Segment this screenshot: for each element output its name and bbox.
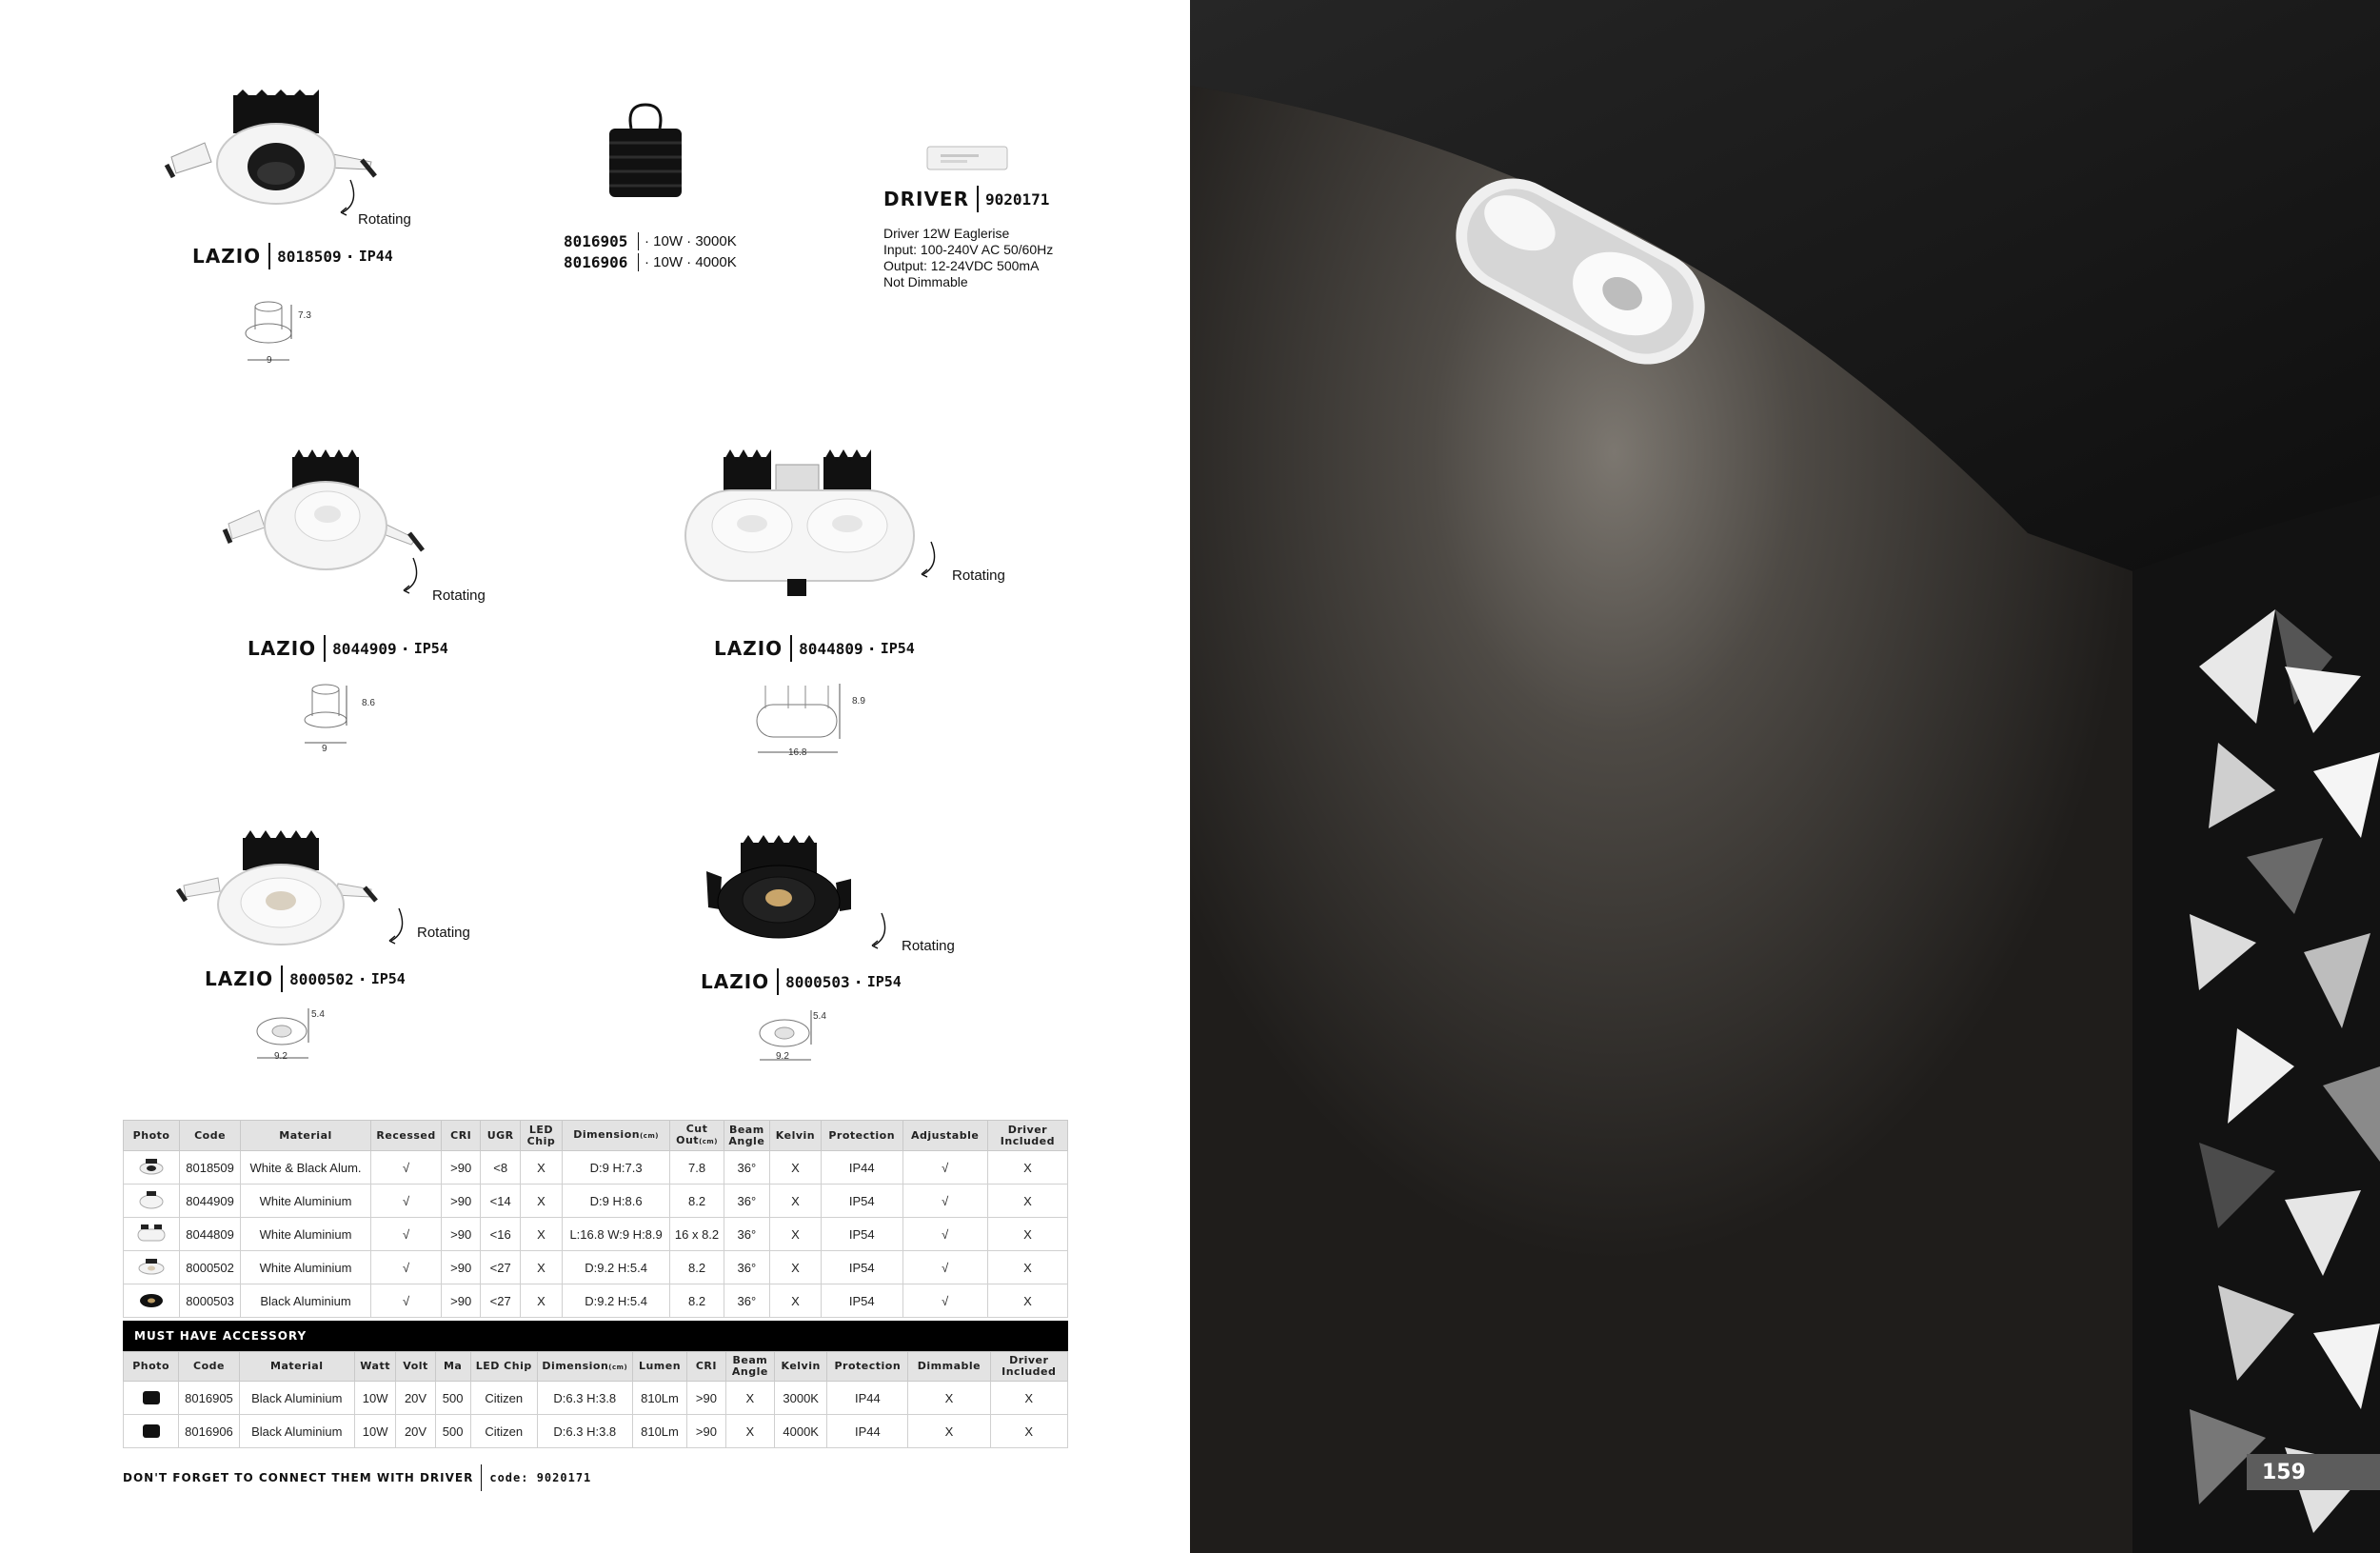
- cell: √: [902, 1185, 987, 1218]
- header-line: Dimension: [573, 1128, 641, 1141]
- cell: X: [990, 1415, 1067, 1448]
- product-name: LAZIO: [192, 243, 270, 269]
- header-unit: (cm): [699, 1138, 718, 1145]
- cell: √: [371, 1151, 442, 1185]
- dimension-height: 7.3: [298, 310, 311, 321]
- col-protection: Protection: [821, 1121, 902, 1151]
- header-unit: (cm): [640, 1132, 659, 1140]
- cell: 36°: [724, 1284, 769, 1318]
- cell: X: [987, 1251, 1067, 1284]
- table-row: [124, 1185, 1068, 1218]
- header-line: Driver: [1007, 1123, 1048, 1136]
- cell: X: [990, 1382, 1067, 1415]
- cell: 10W: [354, 1415, 396, 1448]
- led-module-photo: [598, 100, 693, 205]
- cell: √: [902, 1251, 987, 1284]
- cell: Black Aluminium: [241, 1284, 371, 1318]
- cell: 10W: [354, 1382, 396, 1415]
- thumb-8044809: [132, 1224, 170, 1243]
- col-lumen: Lumen: [632, 1352, 686, 1382]
- cell: X: [769, 1284, 821, 1318]
- cell: White Aluminium: [241, 1218, 371, 1251]
- col-cut-out: [670, 1121, 724, 1151]
- header-line: Dimension: [542, 1359, 609, 1372]
- col-material: Material: [239, 1352, 354, 1382]
- cell: X: [521, 1151, 563, 1185]
- cell: IP54: [821, 1185, 902, 1218]
- cell: 8044909: [180, 1185, 241, 1218]
- col-dimension: [562, 1121, 670, 1151]
- driver-name: DRIVER: [883, 186, 979, 212]
- rotate-arrow-icon: [398, 554, 426, 594]
- product-title-8044909: LAZIO 8044909 · IP54: [248, 637, 448, 660]
- thumb-8044909: [132, 1190, 170, 1209]
- cell: >90: [687, 1415, 725, 1448]
- cell: 4000K: [775, 1415, 827, 1448]
- ambient-photo: [1190, 0, 2380, 1553]
- ip-rating: IP54: [370, 970, 406, 987]
- cell: √: [371, 1251, 442, 1284]
- cell: D:9 H:7.3: [562, 1151, 670, 1185]
- product-photo-8000503: [703, 833, 855, 943]
- module-code-3000k: 8016905: [564, 232, 639, 250]
- driver-title: [883, 186, 1049, 212]
- cell: IP54: [821, 1251, 902, 1284]
- cell: 8018509: [180, 1151, 241, 1185]
- thumb-8016905: [137, 1387, 166, 1406]
- col-volt: Volt: [396, 1352, 435, 1382]
- rotating-label: Rotating: [952, 567, 1005, 584]
- cell: 36°: [724, 1251, 769, 1284]
- table-row: [124, 1415, 1068, 1448]
- col-ma: Ma: [435, 1352, 470, 1382]
- col-recessed: Recessed: [371, 1121, 442, 1151]
- product-spec-table: [123, 1120, 1068, 1318]
- cell: White & Black Alum.: [241, 1151, 371, 1185]
- cell: D:9.2 H:5.4: [562, 1251, 670, 1284]
- table-row: [124, 1218, 1068, 1251]
- dimension-drawing-8044909: [297, 682, 364, 750]
- col-ugr: UGR: [481, 1121, 521, 1151]
- thumb-8000503: [132, 1290, 170, 1309]
- table-row: [124, 1382, 1068, 1415]
- cell: X: [987, 1151, 1067, 1185]
- cell: √: [371, 1185, 442, 1218]
- cell: 810Lm: [632, 1415, 686, 1448]
- cell: X: [987, 1185, 1067, 1218]
- col-code: Code: [179, 1352, 240, 1382]
- dimension-width: 9: [322, 744, 327, 754]
- module-spec-3000k: · 10W · 3000K: [645, 233, 737, 249]
- cell: D:6.3 H:3.8: [537, 1382, 632, 1415]
- cell: >90: [442, 1185, 481, 1218]
- cell: <8: [481, 1151, 521, 1185]
- cell: X: [769, 1185, 821, 1218]
- cell: 8.2: [670, 1284, 724, 1318]
- cell: IP44: [827, 1415, 908, 1448]
- cell: >90: [442, 1251, 481, 1284]
- cell: X: [769, 1151, 821, 1185]
- table-row: [124, 1251, 1068, 1284]
- col-led-chip: LED Chip: [470, 1352, 537, 1382]
- header-line: Included: [1000, 1134, 1056, 1147]
- driver-spec-line: Driver 12W Eaglerise: [883, 226, 1010, 241]
- cell: √: [371, 1218, 442, 1251]
- cell: IP54: [821, 1284, 902, 1318]
- ip-rating: IP54: [880, 640, 915, 657]
- col-photo: Photo: [124, 1121, 180, 1151]
- dimension-height: 8.9: [852, 696, 865, 707]
- cell: 7.8: [670, 1151, 724, 1185]
- thumb-8000502: [132, 1257, 170, 1276]
- cell: √: [371, 1284, 442, 1318]
- product-name: LAZIO: [701, 968, 779, 995]
- product-photo-8044909: [221, 448, 426, 571]
- col-dimmable: Dimmable: [908, 1352, 990, 1382]
- cell: 8.2: [670, 1251, 724, 1284]
- row-thumbnail: [124, 1151, 180, 1185]
- cell: IP54: [821, 1218, 902, 1251]
- row-thumbnail: [124, 1382, 179, 1415]
- product-code: 8044909: [332, 639, 397, 658]
- reminder-code: code: 9020171: [489, 1471, 592, 1484]
- module-code-4000k: 8016906: [564, 253, 639, 271]
- col-watt: Watt: [354, 1352, 396, 1382]
- product-name: LAZIO: [248, 635, 326, 662]
- dimension-width: 9.2: [274, 1051, 288, 1062]
- cell: √: [902, 1218, 987, 1251]
- cell: Citizen: [470, 1415, 537, 1448]
- driver-code: 9020171: [984, 189, 1050, 209]
- col-led-chip: [521, 1121, 563, 1151]
- cell: <27: [481, 1284, 521, 1318]
- product-title-8000502: LAZIO 8000502 · IP54: [205, 967, 406, 990]
- cell: D:9 H:8.6: [562, 1185, 670, 1218]
- cell: 8000502: [180, 1251, 241, 1284]
- row-thumbnail: [124, 1415, 179, 1448]
- product-code: 8044809: [799, 639, 863, 658]
- cell: X: [987, 1218, 1067, 1251]
- driver-spec-line: Input: 100-240V AC 50/60Hz: [883, 242, 1054, 257]
- col-kelvin: Kelvin: [775, 1352, 827, 1382]
- table-row: [124, 1284, 1068, 1318]
- rotating-label: Rotating: [417, 925, 470, 941]
- thumb-8016906: [137, 1421, 166, 1440]
- cell: 36°: [724, 1151, 769, 1185]
- col-kelvin: Kelvin: [769, 1121, 821, 1151]
- cell: 8044809: [180, 1218, 241, 1251]
- thumb-8018509: [132, 1157, 170, 1176]
- rotating-label: Rotating: [358, 211, 411, 228]
- rotate-arrow-icon: [384, 905, 412, 945]
- dimension-height: 8.6: [362, 698, 375, 708]
- header-line: Beam: [728, 1123, 764, 1136]
- rotating-label: Rotating: [432, 587, 486, 604]
- page-number: 159: [2247, 1454, 2380, 1490]
- product-code: 8018509: [277, 247, 342, 266]
- header-line: Driver: [1009, 1354, 1049, 1366]
- cell: D:9.2 H:5.4: [562, 1284, 670, 1318]
- ambient-photo-scene: [1190, 0, 2380, 1553]
- dimension-width: 9: [267, 355, 272, 366]
- accessory-section-header: MUST HAVE ACCESSORY: [123, 1321, 1068, 1351]
- driver-spec-line: Output: 12-24VDC 500mA: [883, 258, 1040, 273]
- product-code: 8000503: [785, 972, 850, 991]
- cell: 500: [435, 1382, 470, 1415]
- col-dimension: [537, 1352, 632, 1382]
- cell: <27: [481, 1251, 521, 1284]
- cell: 16 x 8.2: [670, 1218, 724, 1251]
- ip-rating: IP54: [413, 640, 448, 657]
- col-adjustable: Adjustable: [902, 1121, 987, 1151]
- col-cri: CRI: [687, 1352, 725, 1382]
- cell: >90: [687, 1382, 725, 1415]
- cell: X: [521, 1284, 563, 1318]
- header-line: Included: [1002, 1365, 1057, 1378]
- col-protection: Protection: [827, 1352, 908, 1382]
- row-thumbnail: [124, 1284, 180, 1318]
- driver-photo: [923, 141, 1011, 175]
- col-photo: Photo: [124, 1352, 179, 1382]
- table-row: [124, 1151, 1068, 1185]
- cell: White Aluminium: [241, 1185, 371, 1218]
- table-header-row: [124, 1121, 1068, 1151]
- row-thumbnail: [124, 1185, 180, 1218]
- cell: X: [521, 1251, 563, 1284]
- product-name: LAZIO: [714, 635, 792, 662]
- cell: L:16.8 W:9 H:8.9: [562, 1218, 670, 1251]
- ip-rating: IP54: [866, 973, 902, 990]
- cell: White Aluminium: [241, 1251, 371, 1284]
- col-beam-angle: [725, 1352, 774, 1382]
- header-line: Chip: [526, 1134, 556, 1147]
- cell: 36°: [724, 1185, 769, 1218]
- rotating-label: Rotating: [902, 938, 955, 954]
- col-beam-angle: [724, 1121, 769, 1151]
- cell: 20V: [396, 1415, 435, 1448]
- rotate-arrow-icon: [916, 538, 944, 578]
- cell: 8.2: [670, 1185, 724, 1218]
- cell: 36°: [724, 1218, 769, 1251]
- header-line: LED: [528, 1123, 554, 1136]
- cell: X: [987, 1284, 1067, 1318]
- col-material: Material: [241, 1121, 371, 1151]
- col-code: Code: [180, 1121, 241, 1151]
- product-code: 8000502: [289, 969, 354, 988]
- cell: <16: [481, 1218, 521, 1251]
- row-thumbnail: [124, 1251, 180, 1284]
- cell: X: [521, 1185, 563, 1218]
- col-cri: CRI: [442, 1121, 481, 1151]
- accessory-spec-table: [123, 1351, 1068, 1448]
- product-name: LAZIO: [205, 966, 283, 992]
- driver-specs: [883, 226, 1053, 290]
- product-title-8044809: LAZIO 8044809 · IP54: [714, 637, 915, 660]
- cell: 8016905: [179, 1382, 240, 1415]
- col-driver-included: [987, 1121, 1067, 1151]
- cell: 8000503: [180, 1284, 241, 1318]
- cell: >90: [442, 1218, 481, 1251]
- cell: Black Aluminium: [239, 1415, 354, 1448]
- cell: >90: [442, 1284, 481, 1318]
- cell: 810Lm: [632, 1382, 686, 1415]
- row-thumbnail: [124, 1218, 180, 1251]
- cell: 8016906: [179, 1415, 240, 1448]
- cell: √: [902, 1284, 987, 1318]
- cell: X: [908, 1382, 990, 1415]
- cell: X: [725, 1382, 774, 1415]
- product-photo-8000502: [176, 828, 381, 952]
- header-unit: (cm): [608, 1363, 628, 1371]
- cell: IP44: [827, 1382, 908, 1415]
- header-line: Angle: [728, 1134, 765, 1147]
- dimension-height: 5.4: [813, 1011, 826, 1022]
- cell: X: [769, 1251, 821, 1284]
- cell: X: [908, 1415, 990, 1448]
- module-spec-4000k: · 10W · 4000K: [645, 254, 737, 270]
- cell: 500: [435, 1415, 470, 1448]
- header-line: Cut: [685, 1123, 708, 1135]
- cell: 20V: [396, 1382, 435, 1415]
- rotate-arrow-icon: [866, 909, 895, 949]
- dimension-width: 16.8: [788, 747, 807, 758]
- reminder-text: DON'T FORGET TO CONNECT THEM WITH DRIVER: [123, 1464, 482, 1491]
- header-line: Angle: [731, 1365, 768, 1378]
- cell: 3000K: [775, 1382, 827, 1415]
- product-photo-8044809: [681, 448, 919, 600]
- dimension-width: 9.2: [776, 1051, 789, 1062]
- header-line: Beam: [732, 1354, 768, 1366]
- driver-spec-line: Not Dimmable: [883, 274, 968, 289]
- cell: X: [521, 1218, 563, 1251]
- rotate-arrow-icon: [335, 176, 364, 216]
- cell: X: [725, 1415, 774, 1448]
- cell: IP44: [821, 1151, 902, 1185]
- cell: >90: [442, 1151, 481, 1185]
- cell: √: [902, 1151, 987, 1185]
- header-line: Out: [676, 1134, 700, 1146]
- product-title-8000503: LAZIO 8000503 · IP54: [701, 970, 902, 993]
- dimension-height: 5.4: [311, 1009, 325, 1020]
- ip-rating: IP44: [358, 248, 393, 265]
- module-codes: [564, 232, 737, 271]
- cell: Citizen: [470, 1382, 537, 1415]
- cell: <14: [481, 1185, 521, 1218]
- col-driver-included: [990, 1352, 1067, 1382]
- table-header-row: [124, 1352, 1068, 1382]
- cell: X: [769, 1218, 821, 1251]
- cell: Black Aluminium: [239, 1382, 354, 1415]
- cell: D:6.3 H:3.8: [537, 1415, 632, 1448]
- driver-reminder: [123, 1464, 591, 1491]
- product-title-8018509: LAZIO 8018509 · IP44: [192, 245, 393, 268]
- dimension-drawing-8018509: [242, 295, 308, 367]
